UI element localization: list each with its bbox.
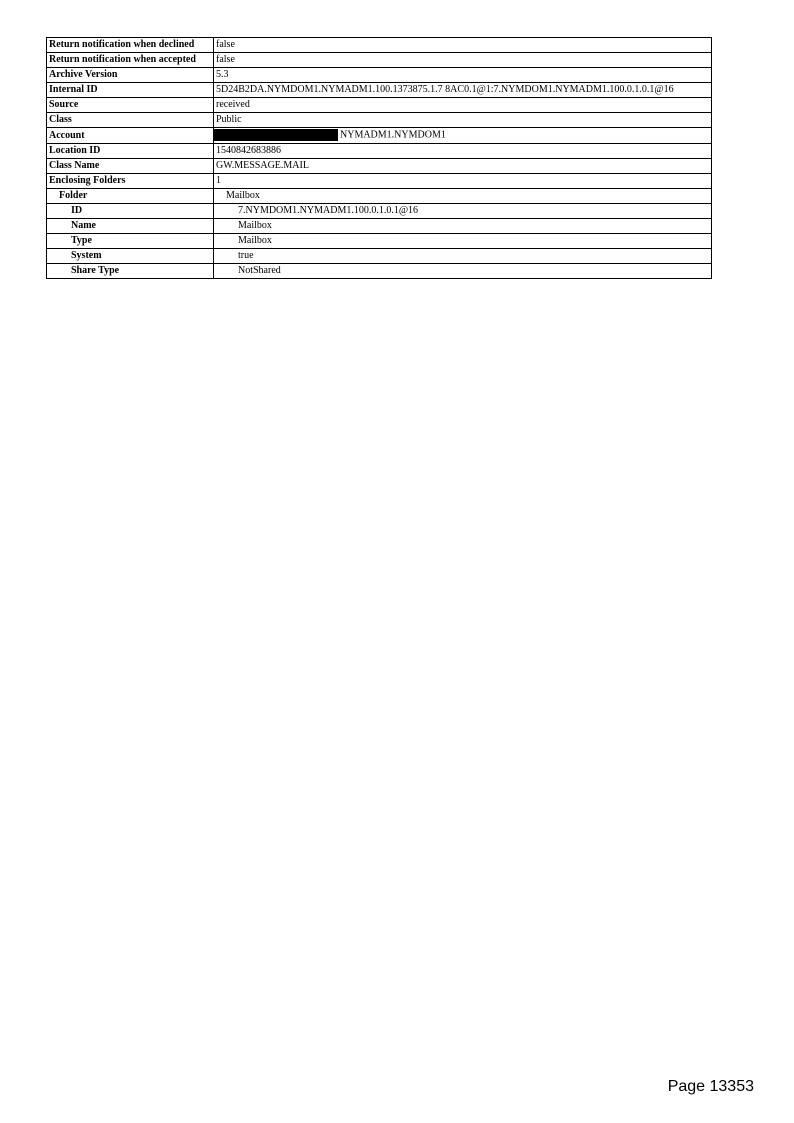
property-key: Type: [47, 234, 214, 249]
property-key: Folder: [47, 189, 214, 204]
properties-table: [46, 37, 712, 279]
table-row: [47, 174, 712, 189]
table-row: [47, 98, 712, 113]
property-key: Name: [47, 219, 214, 234]
property-key: Share Type: [47, 264, 214, 279]
property-key: Return notification when declined: [47, 38, 214, 53]
property-value: 7.NYMDOM1.NYMADM1.100.0.1.0.1@16: [214, 204, 712, 219]
property-value: false: [214, 38, 712, 53]
page-number: Page 13353: [667, 1078, 754, 1095]
table-row: [47, 53, 712, 68]
property-value: NotShared: [214, 264, 712, 279]
table-row: [47, 264, 712, 279]
property-key: ID: [47, 204, 214, 219]
property-key: Location ID: [47, 144, 214, 159]
property-value-account: [214, 128, 712, 144]
property-key: Account: [47, 128, 214, 144]
property-value: Mailbox: [214, 234, 712, 249]
property-key: Return notification when accepted: [47, 53, 214, 68]
property-value: Mailbox: [214, 189, 712, 204]
table-row: [47, 189, 712, 204]
property-key: Class: [47, 113, 214, 128]
property-value: false: [214, 53, 712, 68]
property-value: 1: [214, 174, 712, 189]
table-row: [47, 219, 712, 234]
property-key: Source: [47, 98, 214, 113]
property-value: 1540842683886: [214, 144, 712, 159]
property-value: Mailbox: [214, 219, 712, 234]
property-value: GW.MESSAGE.MAIL: [214, 159, 712, 174]
property-value: true: [214, 249, 712, 264]
table-row: [47, 38, 712, 53]
table-row: [47, 234, 712, 249]
table-row: [47, 144, 712, 159]
table-row: [47, 113, 712, 128]
property-key: System: [47, 249, 214, 264]
table-row: [47, 128, 712, 144]
table-row: [47, 249, 712, 264]
property-key: Internal ID: [47, 83, 214, 98]
table-row: [47, 83, 712, 98]
property-key: Enclosing Folders: [47, 174, 214, 189]
redaction-block: [214, 129, 338, 141]
property-value: received: [214, 98, 712, 113]
property-key: Archive Version: [47, 68, 214, 83]
table-row: [47, 159, 712, 174]
table-row: [47, 68, 712, 83]
property-key: Class Name: [47, 159, 214, 174]
property-value: Public: [214, 113, 712, 128]
property-value: 5D24B2DA.NYMDOM1.NYMADM1.100.1373875.1.7 8AC0.1@1:7.NYMDOM1.NYMADM1.100.0.1.0.1@16: [214, 83, 712, 98]
account-value: NYMADM1.NYMDOM1: [340, 129, 446, 141]
table-row: [47, 204, 712, 219]
property-value: 5.3: [214, 68, 712, 83]
